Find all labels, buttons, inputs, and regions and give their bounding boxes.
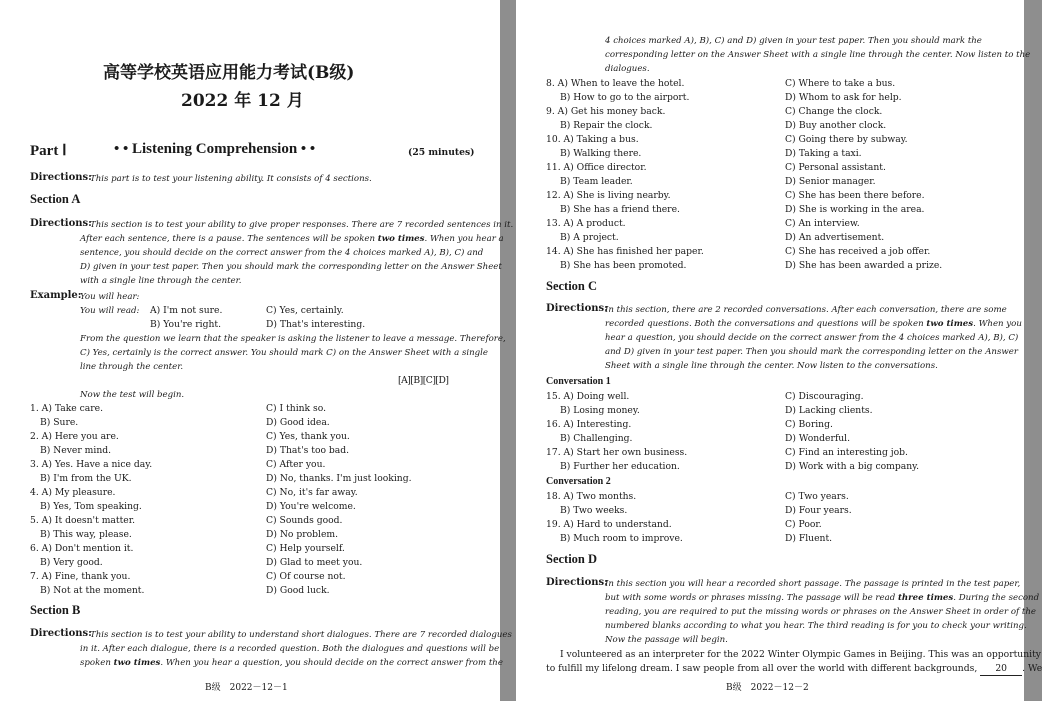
answer-choice-d: D) Senior manager. — [785, 176, 876, 187]
answer-choice-b: B) Sure. — [40, 417, 79, 428]
exam-page-2 — [516, 0, 1042, 701]
part-label: Part Ⅰ — [30, 143, 67, 159]
section-c-directions-line: recorded questions. Both the conversations and questions will be spoken two times. When you — [605, 319, 1022, 329]
answer-choice-d: D) Glad to meet you. — [266, 557, 363, 568]
section-a-directions-label: Directions: — [30, 218, 92, 229]
answer-choice-a: 7. A) Fine, thank you. — [30, 571, 131, 582]
page-footer: B级 2022－12－2 — [726, 683, 809, 693]
answer-choice-d: D) Whom to ask for help. — [785, 92, 902, 103]
answer-choice-b: B) Team leader. — [560, 176, 633, 187]
answer-choice-d: D) Wonderful. — [785, 433, 851, 444]
answer-choice-c: C) Of course not. — [266, 571, 346, 582]
answer-choice-d: D) An advertisement. — [785, 232, 885, 243]
answer-choice-c: C) Poor. — [785, 519, 822, 530]
conversation-1-title: Conversation 1 — [546, 376, 611, 387]
section-b-directions-cont: 4 choices marked A), B), C) and D) given in your test paper. Then you should mark the — [605, 36, 982, 46]
section-d-directions-line: In this section you will hear a recorded short passage. The passage is printed in the test paper, — [605, 579, 1021, 589]
answer-choice-a: 6. A) Don't mention it. — [30, 543, 134, 554]
section-d-directions-label: Directions: — [546, 577, 608, 588]
section-b-directions-line: in it. After each dialogue, there is a recorded question. Both the dialogues and questions will be — [80, 644, 500, 654]
answer-choice-b: B) I'm from the UK. — [40, 473, 132, 484]
section-b-title: Section B — [30, 603, 81, 617]
answer-choice-a: 8. A) When to leave the hotel. — [546, 78, 685, 89]
exam-page-1 — [0, 0, 514, 701]
answer-choice-b: B) Never mind. — [40, 445, 112, 456]
section-a-directions-line: This section is to test your ability to give proper responses. There are 7 recorded sentences in it. — [90, 220, 514, 230]
example-explanation: From the question we learn that the speaker is asking the listener to leave a message. Therefore, — [80, 334, 506, 344]
section-c-directions-line: and D) given in your test paper. Then you should mark the corresponding letter on the Answer — [605, 347, 1018, 357]
section-c-title: Section C — [546, 279, 598, 293]
answer-choice-c: C) She has received a job offer. — [785, 246, 931, 257]
answer-choice-a: 19. A) Hard to understand. — [546, 519, 672, 530]
answer-choice-c: C) I think so. — [266, 403, 327, 414]
answer-choice-c: C) Help yourself. — [266, 543, 345, 554]
answer-choice-c: C) Find an interesting job. — [785, 447, 908, 458]
section-d-directions-line: but with some words or phrases missing. The passage will be read three times. During the second — [605, 593, 1040, 603]
answer-choice-c: C) After you. — [266, 459, 326, 470]
answer-choice-c: C) Where to take a bus. — [785, 78, 896, 89]
section-d-directions-line: numbered blanks according to what you hear. The third reading is for you to check your writing. — [605, 621, 1027, 631]
answer-choice-d: D) That's too bad. — [266, 445, 350, 456]
answer-choice-a: 13. A) A product. — [546, 218, 626, 229]
section-b-directions-cont: dialogues. — [605, 64, 650, 74]
exam-date: 2022 年 12 月 — [181, 91, 304, 111]
answer-choice-c: C) Yes, thank you. — [266, 431, 350, 442]
answer-choice-d: D) She has been awarded a prize. — [785, 260, 943, 271]
answer-choice-b: B) A project. — [560, 232, 619, 243]
answer-choice-d: D) Taking a taxi. — [785, 148, 862, 159]
example-explanation: line through the center. — [80, 362, 184, 372]
answer-choice-c: C) No, it's far away. — [266, 487, 358, 498]
answer-sheet-sample: [A][B][C][D] — [398, 375, 449, 386]
section-a-directions-line: After each sentence, there is a pause. The sentences will be spoken two times. When you hear a — [80, 234, 504, 244]
passage-line: I volunteered as an interpreter for the 2022 Winter Olympic Games in Beijing. This was an opportunity — [560, 649, 1041, 660]
answer-choice-c: C) Personal assistant. — [785, 162, 886, 173]
answer-choice-c: C) An interview. — [785, 218, 860, 229]
answer-choice-a: 18. A) Two months. — [546, 491, 637, 502]
test-begin-note: Now the test will begin. — [80, 390, 185, 400]
answer-choice-a: 15. A) Doing well. — [546, 391, 630, 402]
answer-choice-b: B) Repair the clock. — [560, 120, 653, 131]
answer-choice-b: B) How to go to the airport. — [560, 92, 690, 103]
answer-choice-b: B) Walking there. — [560, 148, 642, 159]
example-hear: You will hear: — [80, 292, 140, 302]
answer-choice-a: 12. A) She is living nearby. — [546, 190, 671, 201]
answer-choice-a: 3. A) Yes. Have a nice day. — [30, 459, 153, 470]
conversation-2-title: Conversation 2 — [546, 476, 611, 487]
part-name: • • Listening Comprehension • • — [114, 141, 316, 157]
answer-choice-a: 14. A) She has finished her paper. — [546, 246, 704, 257]
answer-choice-b: B) She has been promoted. — [560, 260, 687, 271]
part-time: (25 minutes) — [408, 147, 475, 158]
answer-choice-d: D) No, thanks. I'm just looking. — [266, 473, 412, 484]
section-b-directions-cont: corresponding letter on the Answer Sheet with a single line through the center. Now listen to the — [605, 50, 1031, 60]
answer-choice-c: C) She has been there before. — [785, 190, 925, 201]
answer-choice-b: B) Two weeks. — [560, 505, 628, 516]
answer-choice-b: B) Not at the moment. — [40, 585, 145, 596]
answer-choice-d: D) Work with a big company. — [785, 461, 920, 472]
section-d-title: Section D — [546, 552, 598, 566]
answer-choice-d: D) You're welcome. — [266, 501, 356, 512]
section-b-directions-label: Directions: — [30, 628, 92, 639]
answer-choice-d: D) No problem. — [266, 529, 339, 540]
answer-choice-b: B) Losing money. — [560, 405, 640, 416]
answer-choice-a: 1. A) Take care. — [30, 403, 104, 414]
answer-choice-a: 2. A) Here you are. — [30, 431, 119, 442]
answer-choice-d: D) Good luck. — [266, 585, 330, 596]
section-a-title: Section A — [30, 192, 81, 206]
example-choice-c: C) Yes, certainly. — [266, 305, 344, 316]
answer-choice-b: B) Yes, Tom speaking. — [40, 501, 142, 512]
exam-title: 高等学校英语应用能力考试(B级) — [103, 63, 355, 83]
section-b-directions-line: This section is to test your ability to understand short dialogues. There are 7 recorded dialogues — [90, 630, 512, 640]
answer-choice-c: C) Change the clock. — [785, 106, 883, 117]
example-label: Example: — [30, 290, 82, 301]
answer-choice-b: B) She has a friend there. — [560, 204, 680, 215]
answer-choice-c: C) Sounds good. — [266, 515, 343, 526]
section-c-directions-line: In this section, there are 2 recorded conversations. After each conversation, there are some — [605, 305, 1007, 315]
answer-blank-20[interactable]: 20 — [980, 663, 1022, 676]
page-footer: B级 2022－12－1 — [205, 683, 288, 693]
answer-choice-b: B) This way, please. — [40, 529, 132, 540]
answer-choice-d: D) Fluent. — [785, 533, 833, 544]
answer-choice-d: D) Buy another clock. — [785, 120, 887, 131]
example-choice-a: A) I'm not sure. — [150, 305, 223, 316]
answer-choice-c: C) Discouraging. — [785, 391, 864, 402]
part-directions: This part is to test your listening ability. It consists of 4 sections. — [90, 174, 372, 184]
answer-choice-a: 4. A) My pleasure. — [30, 487, 116, 498]
section-a-directions-line: with a single line through the center. — [80, 276, 242, 286]
section-c-directions-line: Sheet with a single line through the center. Now listen to the conversations. — [605, 361, 938, 371]
answer-choice-c: C) Two years. — [785, 491, 849, 502]
example-explanation: C) Yes, certainly is the correct answer. You should mark C) on the Answer Sheet with a single — [80, 348, 489, 358]
answer-choice-a: 16. A) Interesting. — [546, 419, 632, 430]
answer-choice-d: D) Lacking clients. — [785, 405, 873, 416]
section-b-directions-line: spoken two times. When you hear a question, you should decide on the correct answer from the — [80, 658, 503, 668]
answer-choice-a: 5. A) It doesn't matter. — [30, 515, 135, 526]
answer-choice-d: D) Four years. — [785, 505, 852, 516]
example-choice-d: D) That's interesting. — [266, 319, 366, 330]
passage-line: to fulfill my lifelong dream. I saw people from all over the world with different backgrounds, 20 . We — [546, 663, 1042, 674]
answer-choice-b: B) Very good. — [40, 557, 103, 568]
section-a-directions-line: D) given in your test paper. Then you should mark the corresponding letter on the Answer Sheet — [80, 262, 502, 272]
answer-choice-a: 17. A) Start her own business. — [546, 447, 688, 458]
example-read: You will read: — [80, 306, 140, 316]
directions-label: Directions: — [30, 172, 92, 183]
answer-choice-d: D) She is working in the area. — [785, 204, 925, 215]
answer-choice-a: 11. A) Office director. — [546, 162, 647, 173]
answer-choice-b: B) Much room to improve. — [560, 533, 683, 544]
answer-choice-b: B) Further her education. — [560, 461, 680, 472]
section-c-directions-label: Directions: — [546, 303, 608, 314]
answer-choice-a: 10. A) Taking a bus. — [546, 134, 639, 145]
section-c-directions-line: hear a question, you should decide on the correct answer from the 4 choices marked A), B), C) — [605, 333, 1019, 343]
answer-choice-c: C) Going there by subway. — [785, 134, 908, 145]
example-choice-b: B) You're right. — [150, 319, 221, 330]
section-d-directions-line: reading, you are required to put the missing words or phrases on the Answer Sheet in order of the — [605, 607, 1036, 617]
answer-choice-a: 9. A) Get his money back. — [546, 106, 666, 117]
answer-choice-d: D) Good idea. — [266, 417, 330, 428]
answer-choice-b: B) Challenging. — [560, 433, 633, 444]
section-d-directions-line: Now the passage will begin. — [605, 635, 728, 645]
answer-choice-c: C) Boring. — [785, 419, 833, 430]
section-a-directions-line: sentence, you should decide on the correct answer from the 4 choices marked A), B), C) and — [80, 248, 484, 258]
